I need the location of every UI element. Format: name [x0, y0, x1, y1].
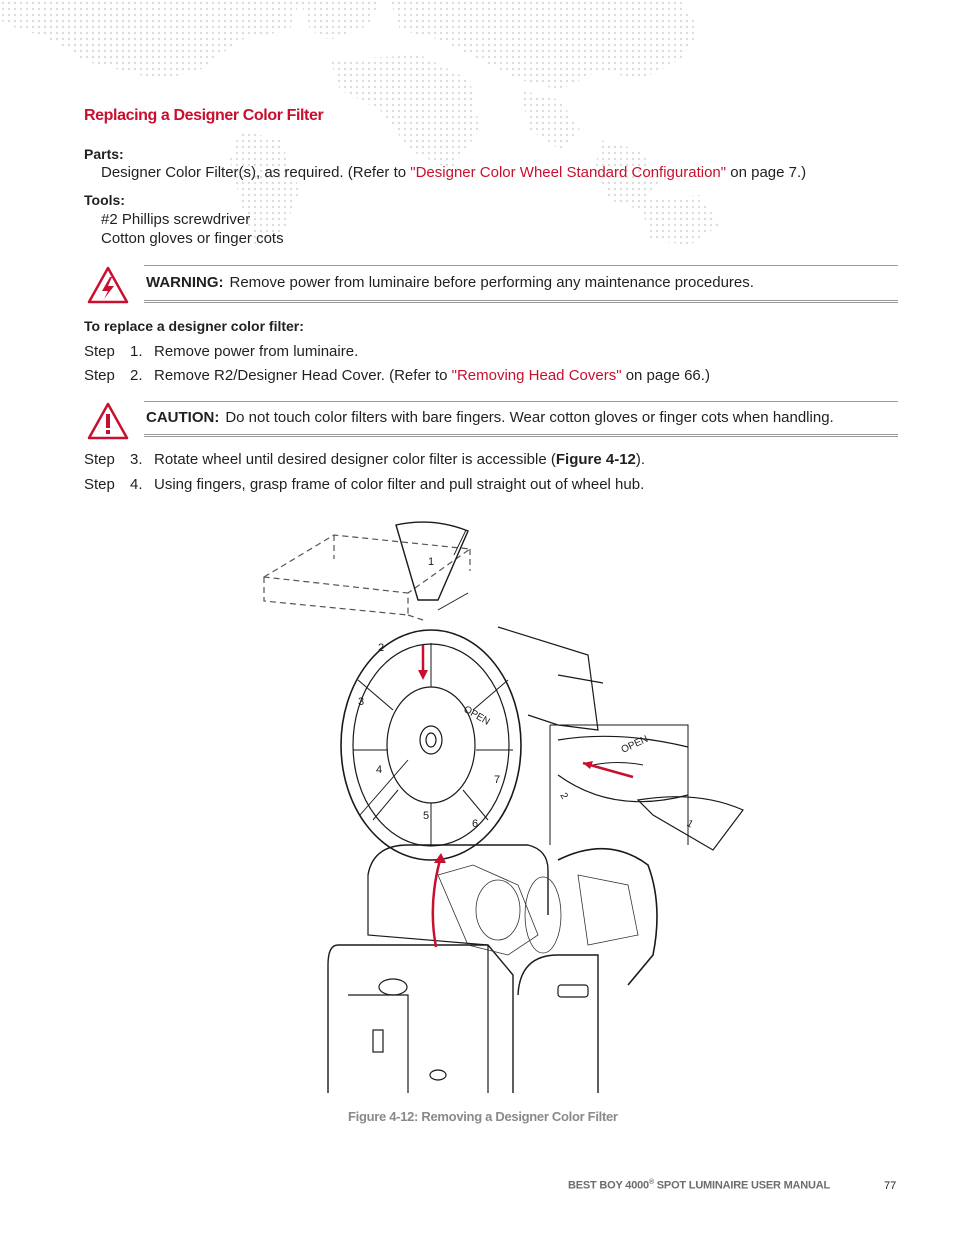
step-text-after: ).	[635, 451, 646, 468]
warning-notice	[84, 264, 898, 304]
page-number: 77	[884, 1180, 897, 1192]
wheel-filter-label: 7	[494, 774, 501, 786]
step-word: Step	[84, 343, 115, 360]
footer-manual-title	[568, 1179, 830, 1192]
caution-text: Do not touch color filters with bare fingers. Wear cotton gloves or finger cots when handling.	[225, 409, 834, 426]
electrical-warning-icon	[87, 266, 129, 304]
parts-text-before: Designer Color Filter(s), as required. (Refer to	[101, 164, 411, 181]
removing-head-covers-link[interactable]: "Removing Head Covers"	[451, 367, 622, 384]
warning-text: Remove power from luminaire before performing any maintenance procedures.	[229, 274, 754, 291]
caution-icon	[87, 402, 129, 440]
step-text: Using fingers, grasp frame of color filter and pull straight out of wheel hub.	[154, 476, 645, 493]
step-number: 2.	[130, 367, 143, 384]
figure-reference: Figure 4-12	[555, 451, 636, 468]
manual-suffix: SPOT LUMINAIRE USER MANUAL	[653, 1179, 831, 1192]
designer-config-link[interactable]: "Designer Color Wheel Standard Configuration"	[410, 164, 727, 181]
step-text-after: on page 66.)	[621, 367, 710, 384]
figure-caption: Figure 4-12: Removing a Designer Color Filter	[348, 1109, 618, 1124]
tool-item: Cotton gloves or finger cots	[101, 230, 284, 247]
manual-title: BEST BOY 4000	[568, 1179, 649, 1192]
inset-open-label: OPEN	[619, 733, 650, 756]
step-text-before: Rotate wheel until desired designer color filter is accessible (	[154, 451, 556, 468]
section-title: Replacing a Designer Color Filter	[84, 107, 324, 124]
step-word: Step	[84, 451, 115, 468]
caution-notice	[84, 400, 898, 440]
step-3	[84, 451, 645, 468]
step-word: Step	[84, 476, 115, 493]
step-4	[84, 476, 644, 493]
step-1	[84, 343, 358, 360]
wheel-open-label: OPEN	[461, 704, 492, 728]
wheel-filter-label: 6	[472, 818, 479, 830]
parts-text-after: on page 7.)	[726, 164, 807, 181]
step-text: Remove power from luminaire.	[154, 343, 359, 360]
inset-removed-filter-label: 1	[684, 818, 695, 831]
step-2	[84, 367, 710, 384]
wheel-filter-label: 4	[376, 764, 383, 776]
wheel-filter-label: 5	[423, 810, 430, 822]
registered-mark: ®	[648, 1179, 654, 1186]
step-number: 1.	[130, 343, 143, 360]
warning-label: WARNING:	[146, 274, 224, 291]
step-text-before: Remove R2/Designer Head Cover. (Refer to	[154, 367, 452, 384]
color-filter-removal-illustration	[258, 515, 748, 1093]
wheel-filter-label: 3	[358, 696, 365, 708]
step-word: Step	[84, 367, 115, 384]
inset-filter-label: 2	[557, 791, 570, 802]
parts-text	[101, 164, 806, 181]
parts-label: Parts:	[84, 146, 124, 162]
caution-label: CAUTION:	[146, 409, 220, 426]
wheel-filter-label: 2	[378, 642, 385, 654]
tool-item: #2 Phillips screwdriver	[101, 211, 251, 228]
tools-label: Tools:	[84, 192, 125, 208]
procedure-heading: To replace a designer color filter:	[84, 318, 304, 334]
step-number: 4.	[130, 476, 143, 493]
filter-label-removed: 1	[428, 556, 435, 568]
step-number: 3.	[130, 451, 143, 468]
